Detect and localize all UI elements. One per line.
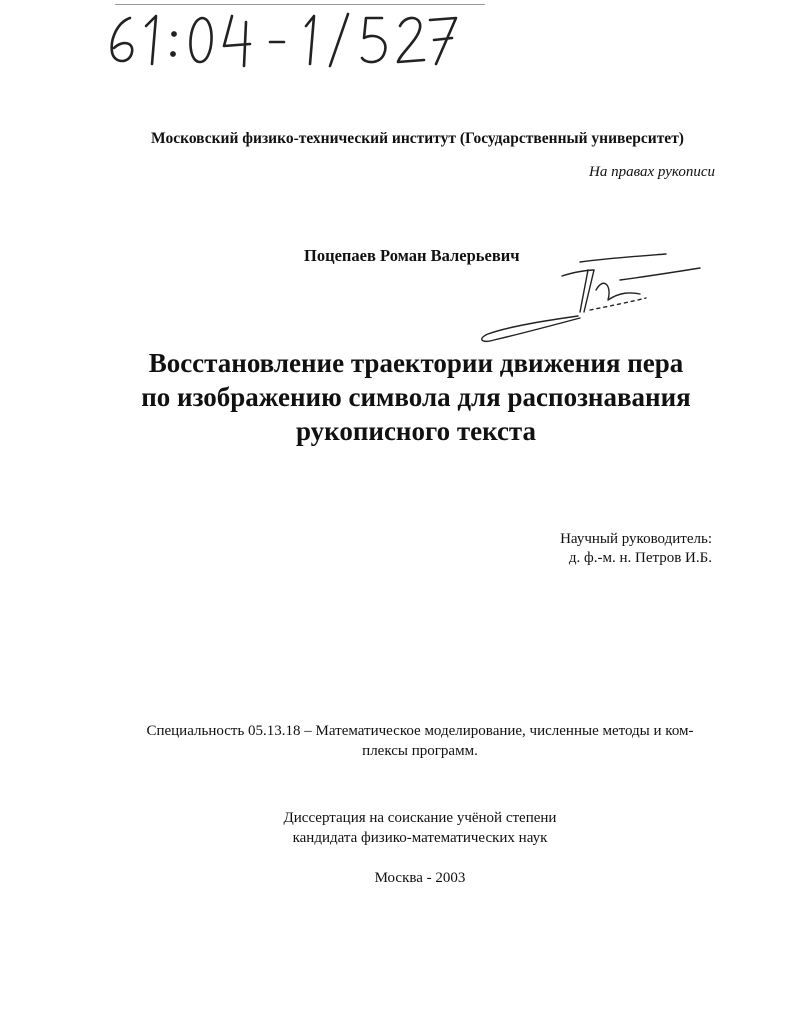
specialty-line: плексы программ. — [362, 743, 478, 759]
specialty-line: Специальность 05.13.18 – Математическое моделирование, численные методы и ком- — [146, 723, 694, 739]
title-line: рукописного текста — [295, 416, 537, 446]
author-signature — [470, 240, 710, 350]
author-name: Поцепаев Роман Валерьевич — [304, 246, 520, 265]
degree-statement — [100, 808, 740, 848]
institution-name: Московский физико-технический институт (Государственный университет) — [151, 130, 684, 147]
supervisor-block — [560, 530, 712, 568]
supervisor-name: д. ф.-м. н. Петров И.Б. — [568, 550, 712, 566]
degree-line: кандидата физико-математических наук — [292, 830, 548, 846]
title-line: Восстановление траектории движения пера — [148, 348, 684, 378]
degree-line: Диссертация на соискание учёной степени — [283, 810, 557, 826]
supervisor-label: Научный руководитель: — [560, 531, 712, 547]
scan-edge-rule — [115, 4, 485, 5]
city-year: Москва - 2003 — [374, 870, 466, 886]
handwritten-archive-number — [100, 8, 460, 70]
dissertation-title — [80, 346, 752, 448]
specialty-block — [100, 721, 740, 761]
title-line: по изображению символа для распознавания — [141, 382, 691, 412]
rights-note: На правах рукописи — [589, 164, 715, 180]
